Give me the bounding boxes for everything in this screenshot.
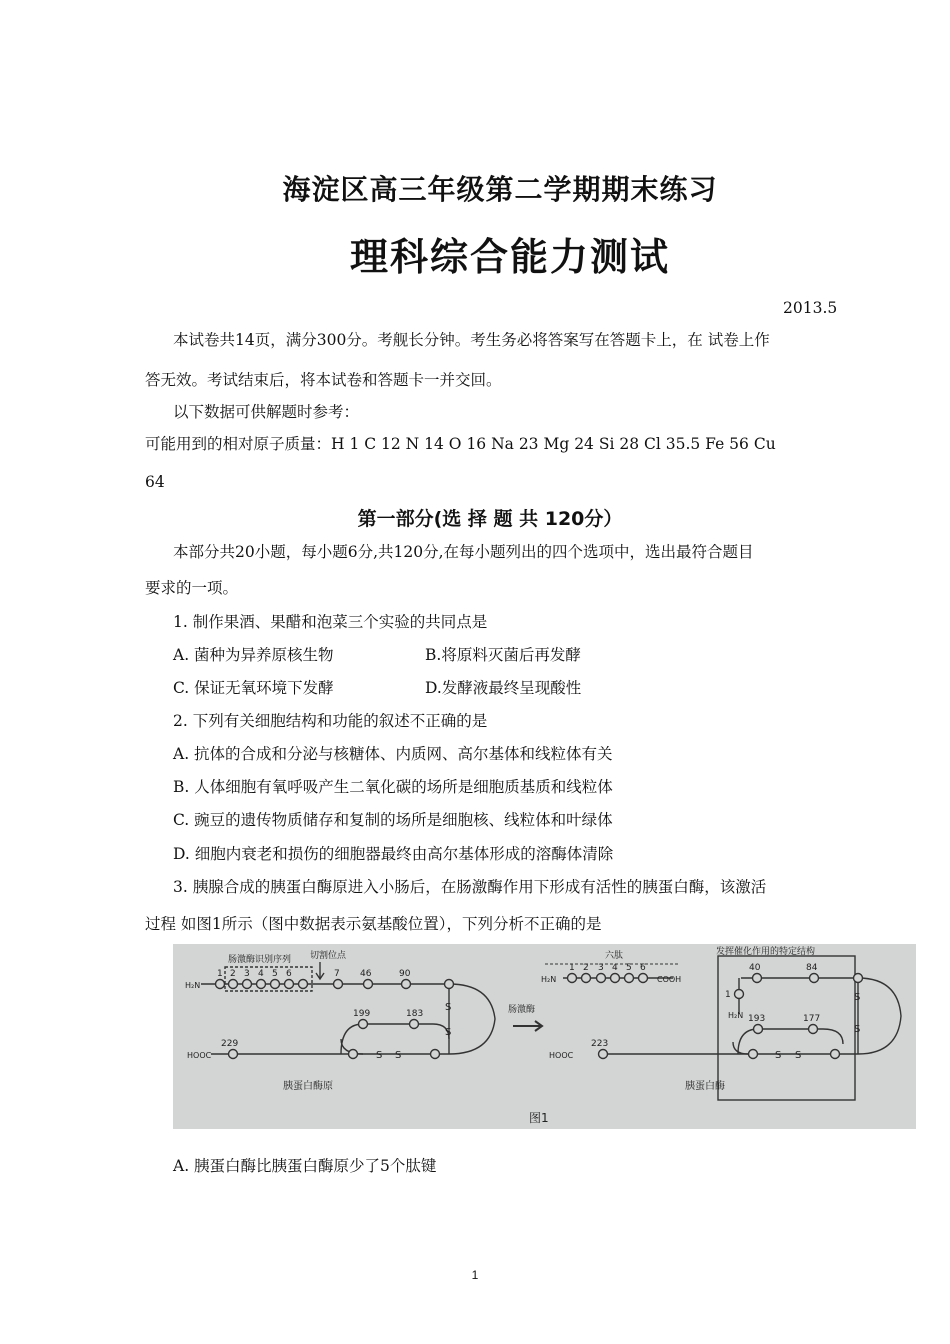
right-res-first: 1 xyxy=(725,990,731,1000)
left-res-6: 6 xyxy=(286,969,292,979)
q3-stem-2: 过程 如图1所示（图中数据表示氨基酸位置），下列分析不正确的是 xyxy=(145,915,602,933)
left-c-terminus: HOOC xyxy=(187,1051,212,1060)
right-n-terminus: H₂N xyxy=(728,1011,744,1020)
right-res-84: 84 xyxy=(806,963,818,973)
section-title: 第一部分(选 择 题 共 120分） xyxy=(357,508,623,530)
q2-option-b: B. 人体细胞有氧呼吸产生二氧化碳的场所是细胞质基质和线粒体 xyxy=(173,778,613,796)
right-s-bond-1: S xyxy=(854,992,861,1003)
figure-1-protein-activation xyxy=(173,944,916,1129)
q2-option-d: D. 细胞内衰老和损伤的细胞器最终由高尔基体形成的溶酶体清除 xyxy=(173,845,614,863)
section-desc-1: 本部分共20小题，每小题6分,共120分,在每小题列出的四个选项中，选出最符合题目 xyxy=(173,543,754,561)
right-res-1: 1 xyxy=(569,963,575,973)
right-hexa-n-terminus: H₂N xyxy=(541,975,557,984)
left-res-229: 229 xyxy=(221,1039,239,1049)
left-res-2: 2 xyxy=(230,969,236,979)
left-s-bond-4: S xyxy=(395,1050,402,1061)
q1-option-c: C. 保证无氧环境下发酵 xyxy=(173,679,334,697)
left-s-bond-3: S xyxy=(376,1050,383,1061)
page-number: 1 xyxy=(471,1268,479,1282)
figure-1-diagram xyxy=(173,944,916,1129)
recognition-label: 肠激酶识别序列 xyxy=(228,955,292,965)
right-res-177: 177 xyxy=(803,1014,821,1024)
enterokinase-label: 肠激酶 xyxy=(508,1005,536,1015)
q1-stem: 1. 制作果酒、果醋和泡菜三个实验的共同点是 xyxy=(173,613,488,631)
right-s-bond-3: S xyxy=(775,1050,782,1061)
atomic-masses: 可能用到的相对原子质量：H 1 C 12 N 14 O 16 Na 23 Mg 24 Si 28 Cl 35.5 Fe 56 Cu xyxy=(145,435,776,453)
q2-option-a: A. 抗体的合成和分泌与核糖体、内质网、高尔基体和线粒体有关 xyxy=(173,745,613,763)
left-res-3: 3 xyxy=(244,969,250,979)
right-res-2: 2 xyxy=(583,963,589,973)
q3-stem-1: 3. 胰腺合成的胰蛋白酶原进入小肠后，在肠激酶作用下形成有活性的胰蛋白酶，该激活 xyxy=(173,878,767,896)
instructions-line-1: 本试卷共14页，满分300分。考舰长分钟。考生务必将答案写在答题卡上，在 试卷上作 xyxy=(173,331,770,349)
right-res-4: 4 xyxy=(612,963,618,973)
q2-stem: 2. 下列有关细胞结构和功能的叙述不正确的是 xyxy=(173,712,488,730)
recognition-box xyxy=(225,967,312,991)
right-s-bond-4: S xyxy=(795,1050,802,1061)
q1-option-a: A. 菌种为异养原核生物 xyxy=(173,646,334,664)
right-res-3: 3 xyxy=(598,963,604,973)
section-desc-2: 要求的一项。 xyxy=(145,579,239,597)
active-structure-label: 发挥催化作用的特定结构 xyxy=(716,947,816,957)
left-res-199: 199 xyxy=(353,1009,371,1019)
trypsinogen-label: 胰蛋白酶原 xyxy=(283,1081,333,1092)
left-res-183: 183 xyxy=(406,1009,424,1019)
right-c-terminus: HOOC xyxy=(549,1051,574,1060)
q1-option-d: D.发酵液最终呈现酸性 xyxy=(425,679,582,697)
left-res-1: 1 xyxy=(217,969,223,979)
hexapeptide-label: 六肽 xyxy=(605,951,624,961)
left-res-5: 5 xyxy=(272,969,278,979)
right-res-5: 5 xyxy=(626,963,632,973)
right-res-223: 223 xyxy=(591,1039,609,1049)
exam-subtitle: 理科综合能力测试 xyxy=(349,235,670,279)
reference-intro: 以下数据可供解题时参考： xyxy=(173,403,360,421)
right-res-193: 193 xyxy=(748,1014,766,1024)
cut-site-label: 切割位点 xyxy=(310,951,347,961)
right-res-40: 40 xyxy=(749,963,761,973)
left-res-90: 90 xyxy=(399,969,411,979)
figure-caption: 图1 xyxy=(529,1111,549,1125)
exam-date: 2013.5 xyxy=(783,299,838,317)
left-n-terminus: H₂N xyxy=(185,981,201,990)
atomic-masses-cont: 64 xyxy=(145,473,165,491)
right-cooh: COOH xyxy=(657,975,682,984)
q2-option-c: C. 豌豆的遗传物质储存和复制的场所是细胞核、线粒体和叶绿体 xyxy=(173,811,613,829)
left-res-7: 7 xyxy=(334,969,340,979)
q3-option-a: A. 胰蛋白酶比胰蛋白酶原少了5个肽键 xyxy=(173,1157,437,1175)
trypsin-label: 胰蛋白酶 xyxy=(685,1081,725,1092)
right-s-bond-2: S xyxy=(854,1024,861,1035)
right-res-6: 6 xyxy=(640,963,646,973)
left-s-bond-2: S xyxy=(445,1027,452,1038)
left-s-bond-1: S xyxy=(445,1002,452,1013)
q1-option-b: B.将原料灭菌后再发酵 xyxy=(425,646,581,664)
exam-title: 海淀区高三年级第二学期期末练习 xyxy=(282,173,718,206)
instructions-line-2: 答无效。考试结束后，将本试卷和答题卡一并交回。 xyxy=(145,371,502,389)
left-res-4: 4 xyxy=(258,969,264,979)
left-res-46: 46 xyxy=(360,969,372,979)
